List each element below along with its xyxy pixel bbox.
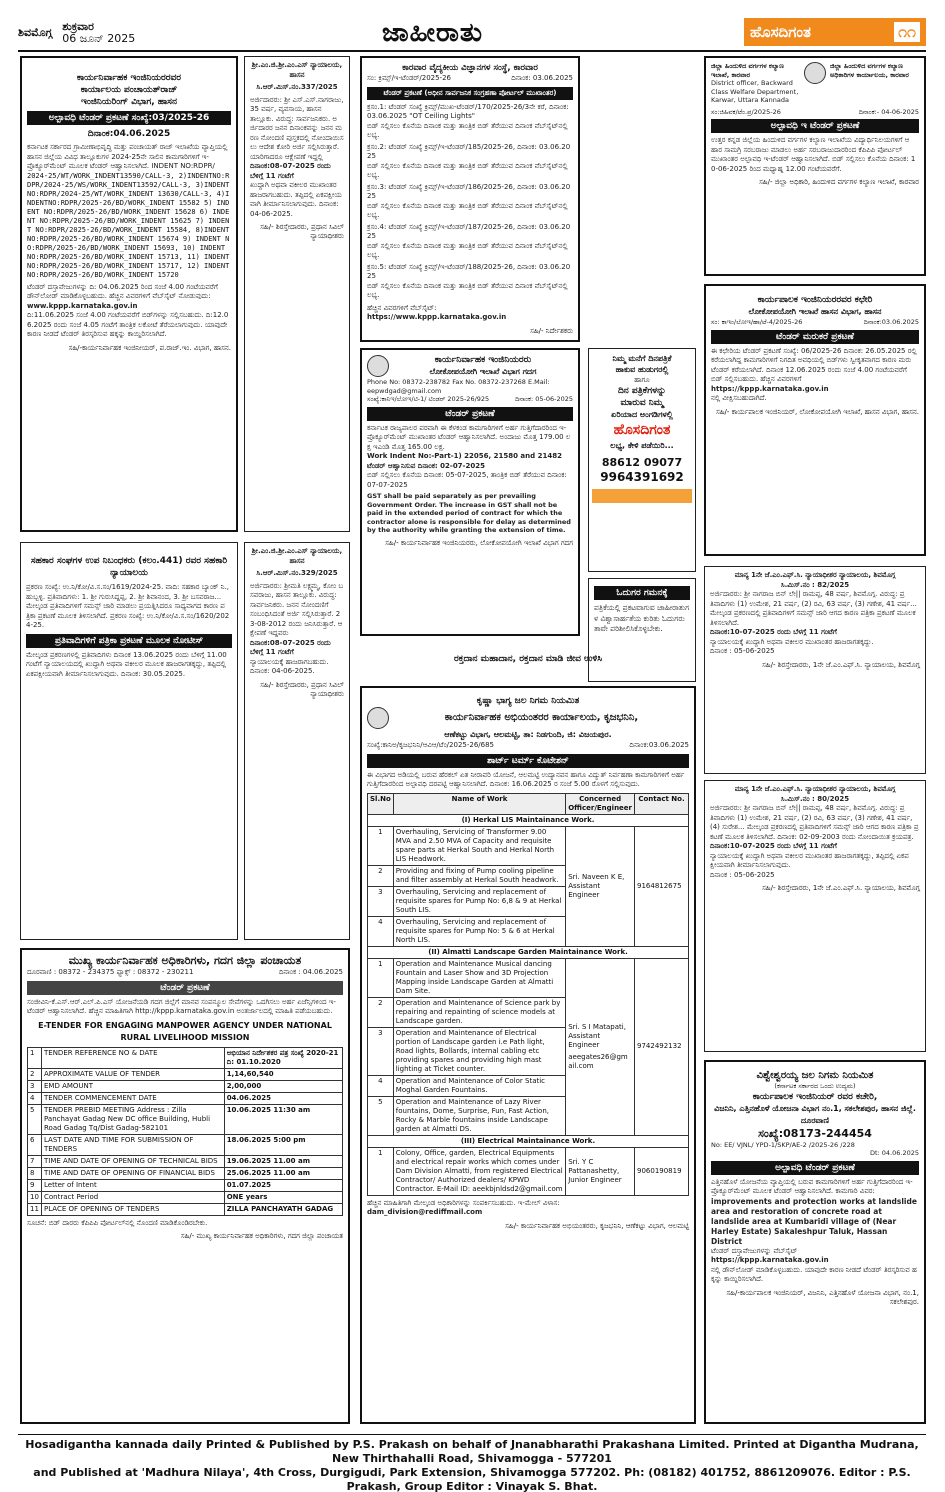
court-name: ಮಾನ್ಯ 1ನೇ ಜೆ.ಎಂ.ಎಫ್.ಸಿ. ನ್ಯಾಯಾಧೀಶರ ನ್ಯಾಯಾಲಯ, ಶಿವಮೊಗ್ಗ xyxy=(734,571,896,579)
officer-email: aeegates26@gmail.com xyxy=(568,1052,628,1070)
notice-band: ಪ್ರತಿವಾದಿಗಳಿಗೆ ಪತ್ರಿಕಾ ಪ್ರಕಟಣೆ ಮೂಲಕ ನೋಟೀಸ್ xyxy=(26,634,232,648)
ad-line7: ಲಭ್ಯ, ಕೇಳಿ ಪಡೆಯಿರಿ... xyxy=(610,441,674,450)
officer-name: Sri. Naveen K E, Assistant Engineer xyxy=(568,872,625,899)
notice-pre-hassan: ಕಾರ್ಯನಿರ್ವಾಹಕ ಇಂಜಿನಿಯರರವರ ಕಾರ್ಯಾಲಯ ಪಂಚಾಯತ್‌ರಾಜ್ ಇಂಜಿನಿಯರಿಂಗ್ ವಿಭಾಗ, ಹಾಸನ ಅಲ್ಪಾವಧಿ ಟೆಂಡರ್ ಪ್ರಕಟಣೆ ಸಂಖ್ಯೆ:03/2025-26 ದಿನಾಂಕ:04.06.2025 ಕರ್ನಾಟಕ ಸರ್ಕಾರದ ಗ್ರಾಮೀಣಾಭಿವೃದ್ಧಿ ಮತ್ತು ಪಂಚಾಯತ್ ರಾಜ್ ಇಲಾಖೆಯ ವ್ಯಾಪ್ತಿಯಲ್ಲಿ ಹಾಸನ ಜಿಲ್ಲೆಯ ವಿವಿಧ ತಾಲ್ಲೂಕುಗಳ 2024-25ನೇ ಸಾಲಿನ ಕಾಮಗಾರಿಗಳಿಗೆ ಇ-ಪ್ರೊಕ್ಯೂರ್‌ಮೆಂಟ್ ಮೂಲಕ ಟೆಂಡರ್ ಆಹ್ವಾನಿಸಲಾಗಿದೆ. INDENT NO:RDPR/ 2024-25/WT/WORK_INDENT13590/CALL-3, 2)INDENTNO:RDPR/2024-25/WS/WORK_INDENT13592/CALL-3, 3)INDENTNO:RDPR/2024-25/WT/WORK_INDENT 13630/CALL-3, 4)INDENTNO:RDPR/2025-26/BD/WORK_INDENT 15582 5) INDENT NO:RDPR/2025-26/BD/WORK_INDENT 15628 6) INDENT NO:RDPR/2025-26/BD/WORK_INDENT 15625 7) INDENT NO:RDPR/2025-26/BD/WORK_INDENT 15584, 8)INDENT NO:RDPR/2025-26/BD/WORK_INDENT 15674 9) INDENT NO:RDPR/2025-26/BD/WORK_INDENT 15693, 10) INDENT NO:RDPR/2025-26/BD/WORK_INDENT 15713, 11) INDENT NO:RDPR/2025-26/BD/WORK_INDENT 15717, 12) INDENT NO:RDPR/2025-26/BD/WORK_INDENT 15720 ಟೆಂಡರ್ ದಸ್ತಾವೇಜುಗಳನ್ನು ದಿ: 04.06.2025 ರಿಂದ ಸಂಜೆ 4.00 ಗಂಟೆಯವರೆಗೆ ಡೌನ್‌ಲೋಡ್ ಮಾಡಿಕೊಳ್ಳಬಹುದು. ಹೆಚ್ಚಿನ ವಿವರಗಳಿಗೆ ವೆಬ್‌ಸೈಟ್ ನೋಡುವುದು: www.kppp.karnataka.gov.in ದಿ:11.06.2025 ಸಂಜೆ 4.00 ಗಂಟೆಯವರೆಗೆ ಬಿಡ್‌ಗಳನ್ನು ಸಲ್ಲಿಸಬಹುದು. ದಿ:12.06.2025 ರಂದು ಸಂಜೆ 4.05 ಗಂಟೆಗೆ ತಾಂತ್ರಿಕ ಲಕೋಟೆ ತೆರೆಯಲಾಗುವುದು. ಯಾವುದೇ ಕಾರಣ ನೀಡದೆ ಟೆಂಡರ್ ತಿರಸ್ಕರಿಸುವ ಹಕ್ಕನ್ನು ಕಾಯ್ದಿರಿಸಲಾಗಿದೆ. ಸಹಿ/-ಕಾರ್ಯನಿರ್ವಾಹಕ ಇಂಜಿನೀಯರ್, ಪ.ರಾಜ್.ಇಂ. ವಿಭಾಗ, ಹಾಸನ. xyxy=(20,56,238,532)
row-value: 19.06.2025 11.00 am xyxy=(224,1155,342,1167)
masthead-date: 06 ಜೂನ್ 2025 xyxy=(62,32,136,45)
notice-ref: ಸಂ:ಜಿಹಿವಕ/ಟೆಂ.ಪ್ರ/2025-26 xyxy=(711,107,781,116)
notice-dated: ದಿನಾಂಕ : 05-06-2025 xyxy=(710,870,775,879)
notice-court-hassan-a: ಶ್ರೀ.ಎಂ.ಜಿ.ಶ್ರೀ.ಎಂ.ಎಸ್ ನ್ಯಾಯಾಲಯ, ಹಾಸನ ಸಿ.ಆರ್.ಮಿಸ್.ನಂ.337/2025 ಅರ್ಜಿದಾರರು: ಶ್ರೀ ಎಸ್.ಎಸ್.ನಾಗರಾಜು, 35 ವರ್ಷ, ವ್ಯವಸಾಯ, ಹಾಸನ ತಾಲ್ಲೂಕು. ವಿರುದ್ಧ: ಸಾರ್ವಜನಿಕರು. ಅರ್ಜಿದಾರರ ಜನನ ದಿನಾಂಕವನ್ನು ಜನನ ಮರಣ ನೋಂದಣಿ ಪುಸ್ತಕದಲ್ಲಿ ನೋಂದಾಯಿಸಲು ಆದೇಶ ಕೋರಿ ಅರ್ಜಿ ಸಲ್ಲಿಸಿರುತ್ತಾರೆ. ಯಾರಿಗಾದರೂ ಆಕ್ಷೇಪಣೆ ಇದ್ದಲ್ಲಿ ದಿನಾಂಕ:08-07-2025 ರಂದು ಬೆಳಿಗ್ಗೆ 11 ಗಂಟೆಗೆ ಖುದ್ದಾಗಿ ಅಥವಾ ವಕೀಲರ ಮುಖಾಂತರ ಹಾಜರಾಗಬಹುದು. ತಪ್ಪಿದಲ್ಲಿ ಏಕಪಕ್ಷೀಯವಾಗಿ ತೀರ್ಮಾನಿಸಲಾಗುವುದು. ದಿನಾಂಕ: 04-06-2025. ಸಹಿ/- ಶಿರಸ್ತೇದಾರರು, ಪ್ರಧಾನ ಸಿವಿಲ್ ನ್ಯಾಯಾಧೀಶರು xyxy=(244,56,350,532)
col-slno: Sl.No xyxy=(368,793,394,814)
tender-items-list: ಕ್ರಸಂ.1: ಟೆಂಡರ್ ಸಂಖ್ಯೆ ಕ್ರಿಮ್ಸ್/ಮುಖ-ಟೆಂಡರ್/170/2025-26/3ನೇ ಕರೆ, ದಿನಾಂಕ: 03.06.2025 "OT Ceiling Lights" ಬಿಡ್ ಸಲ್ಲಿಸಲು ಕೊನೆಯ ದಿನಾಂಕ ಮತ್ತು ತಾಂತ್ರಿಕ ಬಿಡ್ ತೆರೆಯುವ ದಿನಾಂಕ ವೆಬ್‌ಸೈಟ್‌ನಲ್ಲಿ ಲಭ್ಯ. ಕ್ರಸಂ.2: ಟೆಂಡರ್ ಸಂಖ್ಯೆ ಕ್ರಿಮ್ಸ್/ಇ-ಟೆಂಡರ್/185/2025-26, ದಿನಾಂಕ: 03.06.2025 ಬಿಡ್ ಸಲ್ಲಿಸಲು ಕೊನೆಯ ದಿನಾಂಕ ಮತ್ತು ತಾಂತ್ರಿಕ ಬಿಡ್ ತೆರೆಯುವ ದಿನಾಂಕ ವೆಬ್‌ಸೈಟ್‌ನಲ್ಲಿ ಲಭ್ಯ. ಕ್ರಸಂ.3: ಟೆಂಡರ್ ಸಂಖ್ಯೆ ಕ್ರಿಮ್ಸ್/ಇ-ಟೆಂಡರ್/186/2025-26, ದಿನಾಂಕ: 03.06.2025 ಬಿಡ್ ಸಲ್ಲಿಸಲು ಕೊನೆಯ ದಿನಾಂಕ ಮತ್ತು ತಾಂತ್ರಿಕ ಬಿಡ್ ತೆರೆಯುವ ದಿನಾಂಕ ವೆಬ್‌ಸೈಟ್‌ನಲ್ಲಿ ಲಭ್ಯ. ಕ್ರಸಂ.4: ಟೆಂಡರ್ ಸಂಖ್ಯೆ ಕ್ರಿಮ್ಸ್/ಇ-ಟೆಂಡರ್/187/2025-26, ದಿನಾಂಕ: 03.06.2025 ಬಿಡ್ ಸಲ್ಲಿಸಲು ಕೊನೆಯ ದಿನಾಂಕ ಮತ್ತು ತಾಂತ್ರಿಕ ಬಿಡ್ ತೆರೆಯುವ ದಿನಾಂಕ ವೆಬ್‌ಸೈಟ್‌ನಲ್ಲಿ ಲಭ್ಯ. ಕ್ರಸಂ.5: ಟೆಂಡರ್ ಸಂಖ್ಯೆ ಕ್ರಿಮ್ಸ್/ಇ-ಟೆಂಡರ್/188/2025-26, ದಿನಾಂಕ: 03.06.2025 ಬಿಡ್ ಸಲ್ಲಿಸಲು ಕೊನೆಯ ದಿನಾಂಕ ಮತ್ತು ತಾಂತ್ರಿಕ ಬಿಡ್ ತೆರೆಯುವ ದಿನಾಂಕ ವೆಬ್‌ಸೈಟ್‌ನಲ್ಲಿ ಲಭ್ಯ. xyxy=(367,103,573,301)
notice-phone: ಸಂಖ್ಯೆ:08173-244454 xyxy=(758,1126,872,1140)
notice-subtitle: ವಿಜನಿನಿ, ಎತ್ತಿನಹೊಳೆ ಯೋಜನಾ ವಿಭಾಗ ನಂ.1, ಸಕಲೇಶಪುರ, ಹಾಸನ ಜಿಲ್ಲೆ. ದೂರವಾಣಿ xyxy=(714,1103,916,1125)
notice-title: ಕಾರ್ಯಪಾಲಕ ಇಂಜಿನಿಯರ್ ರವರ ಕಚೇರಿ, xyxy=(752,1091,878,1102)
indent-list: 2024-25/WT/WORK_INDENT13590/CALL-3, 2)INDENTNO:RDPR/2024-25/WS/WORK_INDENT13592/CALL-3, 3)INDENTNO:RDPR/2024-25/WT/WORK_INDENT 13630/CALL-3, 4)INDENTNO:RDPR/2025-26/BD/WORK_INDENT 15582 5) INDENT NO:RDPR/2025-26/BD/WORK_INDENT 15628 6) INDENT NO:RDPR/2025-26/BD/WORK_INDENT 15625 7) INDENT NO:RDPR/2025-26/BD/WORK_INDENT 15584, 8)INDENT NO:RDPR/2025-26/BD/WORK_INDENT 15674 9) INDENT NO:RDPR/2025-26/BD/WORK_INDENT 15693, 10) INDENT NO:RDPR/2025-26/BD/WORK_INDENT 15713, 11) INDENT NO:RDPR/2025-26/BD/WORK_INDENT 15717, 12) INDENT NO:RDPR/2025-26/BD/WORK_INDENT 15720 xyxy=(27,171,230,279)
case-number: ಸಿ.ಆರ್.ಮಿಸ್.ನಂ.337/2025 xyxy=(256,83,338,91)
notice-court-hassan-b: ಶ್ರೀ.ಎಂ.ಜಿ.ಶ್ರೀ.ಎಂ.ಎಸ್ ನ್ಯಾಯಾಲಯ, ಹಾಸನ ಸಿ.ಆರ್.ಮಿಸ್.ನಂ.329/2025 ಅರ್ಜಿದಾರರು: ಶ್ರೀಮತಿ ಲಕ್ಷ್ಮಮ್ಮ, ಕೋಂ ಬಸವರಾಜು, ಹಾಸನ ತಾಲ್ಲೂಕು. ವಿರುದ್ಧ: ಸಾರ್ವಜನಿಕರು. ಜನನ ನೋಂದಣಿಗೆ ಸಂಬಂಧಿಸಿದಂತೆ ಅರ್ಜಿ ಸಲ್ಲಿಸಿರುತ್ತಾರೆ. 23-08-2012 ರಂದು ಜನಿಸಿರುತ್ತಾರೆ. ಆಕ್ಷೇಪಣೆ ಇದ್ದವರು ದಿನಾಂಕ:08-07-2025 ರಂದು ಬೆಳಿಗ್ಗೆ 11 ಗಂಟೆಗೆ ನ್ಯಾಯಾಲಯಕ್ಕೆ ಹಾಜರಾಗಬಹುದು. ದಿನಾಂಕ: 04-06-2025. ಸಹಿ/- ಶಿರಸ್ತೇದಾರರು, ಪ್ರಧಾನ ಸಿವಿಲ್ ನ್ಯಾಯಾಧೀಶರು xyxy=(244,542,350,940)
row-number: 3 xyxy=(368,1027,394,1075)
officer-name: Sri. Y C Pattanashetty, Junior Engineer xyxy=(568,1157,622,1184)
row-number: 1 xyxy=(368,826,394,865)
row-key: Letter of Intent xyxy=(42,1179,225,1191)
row-value: 25.06.2025 11.00 am xyxy=(224,1167,342,1179)
row-key: Contract Period xyxy=(42,1191,225,1203)
notice-pwd-hassan: ಕಾರ್ಯಪಾಲಕ ಇಂಜಿನಿಯರರವರ ಕಛೇರಿ ಲೋಕೋಪಯೋಗಿ ಇಲಾಖೆ ಹಾಸನ ವಿಭಾಗ, ಹಾಸನ ಸಂ: ಕಾಇಂ/ಲೋಇ/ಹಾ/ಟೆ-4/2025-26 ದಿನಾಂಕ:03.06.2025 ಟೆಂಡರ್ ಮರುಕರೆ ಪ್ರಕಟಣೆ ಈ ಕಛೇರಿಯ ಟೆಂಡರ್ ಪ್ರಕಟಣೆ ಸಂಖ್ಯೆ: 06/2025-26 ದಿನಾಂಕ: 26.05.2025 ರಲ್ಲಿ ಕರೆಯಲಾಗಿದ್ದ ಕಾಮಗಾರಿಗಳಿಗೆ ನಿಗದಿತ ಅವಧಿಯಲ್ಲಿ ಬಿಡ್‌ಗಳು ಸ್ವೀಕೃತವಾಗದ ಕಾರಣ ಮರು ಟೆಂಡರ್ ಕರೆಯಲಾಗಿದೆ. ದಿನಾಂಕ 12.06.2025 ರಂದು ಸಂಜೆ 4.00 ಗಂಟೆಯವರೆಗೆ ಬಿಡ್ ಸಲ್ಲಿಸಬಹುದು. ಹೆಚ್ಚಿನ ವಿವರಗಳಿಗೆ https://kppp.karnataka.gov.in ನಲ್ಲಿ ವೀಕ್ಷಿಸಬಹುದಾಗಿದೆ. ಸಹಿ/- ಕಾರ್ಯಪಾಲಕ ಇಂಜಿನಿಯರ್, ಲೋಕೋಪಯೋಗಿ ಇಲಾಖೆ, ಹಾಸನ ವಿಭಾಗ, ಹಾಸನ. xyxy=(704,284,926,556)
notice-band: ಟೆಂಡರ್ ಪ್ರಕಟಣೆ xyxy=(367,407,573,421)
notice-band: ಶಾರ್ಟ್ ಟರ್ಮ್ ಕೊಟೇಶನ್ xyxy=(367,754,689,768)
notice-date: ದಿನಾಂಕ:03.06.2025 xyxy=(629,741,689,749)
dept-kannada: ಜಿಲ್ಲಾ ಹಿಂದುಳಿದ ವರ್ಗಗಳ ಕಲ್ಯಾಣ ಇಲಾಖೆ, ಕಾರವಾರ xyxy=(711,62,784,79)
notice-url: https://kppp.karnataka.gov.in xyxy=(711,1256,829,1264)
quotation-table xyxy=(367,793,689,1196)
notice-band: ಅಲ್ಪಾವಧಿ ಇ ಟೆಂಡರ್ ಪ್ರಕಟಣೆ xyxy=(711,119,919,133)
footer-rule xyxy=(18,1434,926,1435)
row-number: 3 xyxy=(28,1080,42,1092)
row-work: Operation and Maintenance of Color Static Moghal Garden Fountains. xyxy=(393,1075,565,1096)
hearing-date: ದಿನಾಂಕ:08-07-2025 ರಂದು ಬೆಳಿಗ್ಗೆ 11 ಗಂಟೆಗೆ xyxy=(250,162,331,180)
row-value: 2,00,000 xyxy=(224,1080,342,1092)
notice-signature: ಸಹಿ/- ಜಿಲ್ಲಾ ಅಧಿಕಾರಿ, ಹಿಂದುಳಿದ ವರ್ಗಗಳ ಕಲ್ಯಾಣ ಇಲಾಖೆ, ಕಾರವಾರ xyxy=(759,178,919,186)
table-row xyxy=(28,1203,343,1215)
row-work: Overhauling, Servicing of Transformer 9.00 MVA and 2.50 MVA of Capacity and requisite spare parts at Herkal South and Herkal North LIS Headwork. xyxy=(393,826,565,865)
row-number: 11 xyxy=(28,1203,42,1215)
tender-dates: ಟೆಂಡರ್ ಆಹ್ವಾನಿಸುವ ದಿನಾಂಕ: 02-07-2025 xyxy=(367,461,485,470)
col-work: Name of Work xyxy=(393,793,565,814)
case-number: ಸಿ.ಮಿಸ್.ನಂ : 82/2025 xyxy=(780,580,850,589)
notice-org: ವಿಶ್ವೇಶ್ವರಯ್ಯ ಜಲ ನಿಗಮ ನಿಯಮಿತ xyxy=(756,1070,874,1081)
row-officer xyxy=(566,958,635,1135)
notice-jmfc-shivamogga-82: ಮಾನ್ಯ 1ನೇ ಜೆ.ಎಂ.ಎಫ್.ಸಿ. ನ್ಯಾಯಾಧೀಶರ ನ್ಯಾಯಾಲಯ, ಶಿವಮೊಗ್ಗ ಸಿ.ಮಿಸ್.ನಂ : 82/2025 ಅರ್ಜಿದಾರರು: ಶ್ರೀ ನಾಗರಾಜ ಬಿನ್ ಲೇ|| ರಾಮಪ್ಪ, 48 ವರ್ಷ, ಶಿವಮೊಗ್ಗ. ವಿರುದ್ಧ: ಪ್ರತಿವಾದಿಗಳು (1) ಉಮೇಶ, 21 ವರ್ಷ, (2) ರವಿ, 63 ವರ್ಷ, (3) ಗಣೇಶ, 41 ವರ್ಷ... ಮೇಲ್ಕಂಡ ಪ್ರಕರಣದಲ್ಲಿ ಪ್ರತಿವಾದಿಗಳಿಗೆ ಸಮನ್ಸ್ ಜಾರಿ ಆಗದ ಕಾರಣ ಪತ್ರಿಕಾ ಪ್ರಕಟಣೆ ಮೂಲಕ ತಿಳಿಸಲಾಗಿದೆ. ದಿನಾಂಕ:10-07-2025 ರಂದು ಬೆಳಗ್ಗೆ 11 ಗಂಟೆಗೆ ನ್ಯಾಯಾಲಯಕ್ಕೆ ಖುದ್ದಾಗಿ ಅಥವಾ ವಕೀಲರ ಮುಖಾಂತರ ಹಾಜರಾಗತಕ್ಕದ್ದು. ದಿನಾಂಕ : 05-06-2025 ಸಹಿ/- ಶಿರಸ್ತೇದಾರರು, 1ನೇ ಜೆ.ಎಂ.ಎಫ್.ಸಿ. ನ್ಯಾಯಾಲಯ, ಶಿವಮೊಗ್ಗ xyxy=(704,566,926,774)
table-row xyxy=(28,1134,343,1155)
section-heading: (I) Herkal LIS Maintainance Work. xyxy=(368,814,689,826)
row-number: 2 xyxy=(368,865,394,886)
row-number: 2 xyxy=(28,1068,42,1080)
row-key: TIME AND DATE OF OPENING OF FINANCIAL BIDS xyxy=(42,1167,225,1179)
notice-email: dam_division@rediffmail.com xyxy=(367,1208,483,1216)
ad-body: ಪತ್ರಿಕೆಯಲ್ಲಿ ಪ್ರಕಟವಾಗುವ ಜಾಹೀರಾತುಗಳ ವಿಶ್ವಾಸಾರ್ಹತೆಯ ಕುರಿತು ಓದುಗರು ತಾವೇ ಪರಿಶೀಲಿಸಿಕೊಳ್ಳಬೇಕು. xyxy=(594,603,690,633)
notice-title: ಸಹಕಾರ ಸಂಘಗಳ ಉಪ ನಿಬಂಧಕರು (ಕಲಂ.441) ರವರ ಸಹಕಾರಿ ನ್ಯಾಯಾಲಯ xyxy=(30,556,228,578)
row-key: TENDER COMMENCEMENT DATE xyxy=(42,1092,225,1104)
section-heading: (III) Electrical Maintainance Work. xyxy=(368,1135,689,1147)
notice-ref: No: EE/ VJNL/ YPD-1/SKP/AE-2 /2025-26 /228 xyxy=(711,1140,855,1149)
row-contact: 9164812675 xyxy=(635,826,689,946)
notice-vjnl-sakleshpur: ವಿಶ್ವೇಶ್ವರಯ್ಯ ಜಲ ನಿಗಮ ನಿಯಮಿತ (ಕರ್ನಾಟಕ ಸರ್ಕಾರದ ಒಂದು ಉದ್ಯಮ) ಕಾರ್ಯಪಾಲಕ ಇಂಜಿನಿಯರ್ ರವರ ಕಚೇರಿ, ವಿಜನಿನಿ, ಎತ್ತಿನಹೊಳೆ ಯೋಜನಾ ವಿಭಾಗ ನಂ.1, ಸಕಲೇಶಪುರ, ಹಾಸನ ಜಿಲ್ಲೆ. ದೂರವಾಣಿ ಸಂಖ್ಯೆ:08173-244454 No: EE/ VJNL/ YPD-1/SKP/AE-2 /2025-26 /228 Dt: 04.06.2025 ಅಲ್ಪಾವಧಿ ಟೆಂಡರ್ ಪ್ರಕಟಣೆ ಎತ್ತಿನಹೊಳೆ ಯೋಜನೆಯ ವ್ಯಾಪ್ತಿಯಲ್ಲಿ ಬರುವ ಕಾಮಗಾರಿಗಳಿಗೆ ಅರ್ಹ ಗುತ್ತಿಗೆದಾರರಿಂದ ಇ-ಪ್ರೊಕ್ಯೂರ್‌ಮೆಂಟ್ ಮೂಲಕ ಟೆಂಡರ್ ಆಹ್ವಾನಿಸಲಾಗಿದೆ. ಕಾಮಗಾರಿ ವಿವರ: improvements and protection works at landslide area and restoration of concrete road at landslide area at Kumbaridi village of (Near Harley Estate) Sakaleshpur Taluk, Hassan District ಟೆಂಡರ್ ದಸ್ತಾವೇಜುಗಳನ್ನು ವೆಬ್‌ಸೈಟ್ https://kppp.karnataka.gov.in ನಲ್ಲಿ ಡೌನ್‌ಲೋಡ್ ಮಾಡಿಕೊಳ್ಳಬಹುದು. ಯಾವುದೇ ಕಾರಣ ನೀಡದೆ ಟೆಂಡರ್ ತಿರಸ್ಕರಿಸುವ ಹಕ್ಕನ್ನು ಕಾಯ್ದಿರಿಸಲಾಗಿದೆ. ಸಹಿ/-ಕಾರ್ಯಪಾಲಕ ಇಂಜಿನಿಯರ್, ವಿಜನಿನಿ, ಎತ್ತಿನಹೊಳೆ ಯೋಜನಾ ವಿಭಾಗ, ನಂ.1, ಸಕಲೇಶಪುರ. xyxy=(704,1060,926,1424)
row-number: 3 xyxy=(368,886,394,916)
notice-dept-line2: ಕಾರ್ಯಾಲಯ ಪಂಚಾಯತ್‌ರಾಜ್ xyxy=(80,85,178,95)
row-number: 4 xyxy=(368,1075,394,1096)
notice-date: ದಿನಾಂಕ : 04.06.2025 xyxy=(278,968,343,976)
row-work: Overhauling, Servicing and replacement of requisite spares for Pump No: 6,8 & 9 at Herkal South LIS. xyxy=(393,886,565,916)
notice-signature: ಸಹಿ/-ಕಾರ್ಯಪಾಲಕ ಇಂಜಿನಿಯರ್, ವಿಜನಿನಿ, ಎತ್ತಿನಹೊಳೆ ಯೋಜನಾ ವಿಭಾಗ, ನಂ.1, ಸಕಲೇಶಪುರ. xyxy=(726,1288,919,1306)
notice-kbjnl-almatti: ಕೃಷ್ಣಾ ಭಾಗ್ಯ ಜಲ ನಿಗಮ ನಿಯಮಿತ ಕಾರ್ಯನಿರ್ವಾಹಕ ಅಭಿಯಂತರರ ಕಾರ್ಯಾಲಯ, ಕೃಜಭನಿನಿ, ಆಣೆಕಟ್ಟು ವಿಭಾಗ, ಆಲಮಟ್ಟಿ, ತಾ: ನಿಡಗುಂದಿ, ಜಿ: ವಿಜಯಪುರ. ಸಂಖ್ಯೆ:ಕಾನಿಅ/ಕೃಜಭನಿನಿ/ಆವಿಆ/ಟೆಂ/2025-26/685 ದಿನಾಂಕ:03.06.2025 ಶಾರ್ಟ್ ಟರ್ಮ್ ಕೊಟೇಶನ್ ಈ ವಿಭಾಗದ ಅಡಿಯಲ್ಲಿ ಬರುವ ಹೆರಕಲ್ ಏತ ನೀರಾವರಿ ಯೋಜನೆ, ಆಲಮಟ್ಟಿ ಉದ್ಯಾನವನ ಹಾಗೂ ವಿದ್ಯುತ್ ನಿರ್ವಹಣಾ ಕಾಮಗಾರಿಗಳಿಗೆ ಅರ್ಹ ಗುತ್ತಿಗೆದಾರರಿಂದ ಅಲ್ಪಾವಧಿ ದರಪಟ್ಟಿ ಆಹ್ವಾನಿಸಲಾಗಿದೆ. ದಿನಾಂಕ: 16.06.2025 ರ ಸಂಜೆ 5.00 ರೊಳಗೆ ಸಲ್ಲಿಸುವುದು. Sl.No Name of Work Concerned Officer/Engineer Contact No. (I) Herkal LIS Maintainance Work. 1 Overhauling, Servicing of Transformer 9.00 MVA and 2.50 MVA of Capacity and requisite spare parts at Herkal South and Herkal North LIS Headwork. Sri. Naveen K E, Assistant Engineer 9164812675 2 Providing and fixing of Pump cooling pipeline and filter assembly at Herkal South headwork. 3 Overhauling, Servicing and replacement of requisite spares for Pump No: 6,8 & 9 at Herkal South LIS. 4 Overhauling, Servicing and replacement of requisite spares for Pump No: 5 & 6 at Herkal North LIS. (II) Almatti Landscape Garden Maintainance Work. 1 Operation and Maintenance Musical dancing Fountain and Laser Show and 3D Projection Mapping inside Landscape Garden at Almatti Dam Site. Sri. S I Matapati, Assistant Engineer aeegates26@gmail.com 9742492132 2 Operation and Maintenance of Science park by repairing and repainting of science models at Landscape garden. 3 Operation and Maintenance of Electrical portion of Landscape garden i.e Path light, Road lights, Bollards, internal cabling etc providing spares and providing high mast lighting at Ticket counter. 4 Operation and Maintenance of Color Static Moghal Garden Fountains. 5 Operation and Maintenance of Lazy River fountains, Dome, Surprise, Fun, Fast Action, Rocky & Marble fountains inside Landscape garden at Almatti DS. (III) Electrical Maintainance Work. 1 Colony, Office, garden, Electrical Equipments and electrical repair works which comes under Dam Division Almatti, from registered Electrical Contractor/ Authorized dealers/ KPWD Contractor. E-Mail ID: aeekbjnldsd2@gmail.com Sri. Y C Pattanashetty, Junior Engineer 9060190819 ಹೆಚ್ಚಿನ ಮಾಹಿತಿಗಾಗಿ ಮೇಲ್ಕಂಡ ಅಧಿಕಾರಿಗಳನ್ನು ಸಂಪರ್ಕಿಸಬಹುದು. ಇ-ಮೇಲ್ ವಿಳಾಸ: dam_division@rediffmail.com ಸಹಿ/- ಕಾರ್ಯನಿರ್ವಾಹಕ ಅಭಿಯಂತರರು, ಕೃಜಭನಿನಿ, ಆಣೆಕಟ್ಟು ವಿಭಾಗ, ಆಲಮಟ್ಟಿ xyxy=(360,686,696,1424)
notice-title: ಕಾರ್ಯನಿರ್ವಾಹಕ ಇಂಜಿನಿಯರರು xyxy=(434,355,532,365)
notice-date: ದಿನಾಂಕ:04.06.2025 xyxy=(87,129,171,139)
row-key: TENDER PREBID MEETING Address : Zilla Panchayat Gadag New DC office Building, Hubli Road Gadag Tq/Dist Gadag-582101 xyxy=(42,1104,225,1134)
table-row xyxy=(28,1080,343,1092)
row-value: 04.06.2025 xyxy=(224,1092,342,1104)
row-value: ZILLA PANCHAYATH GADAG xyxy=(224,1203,342,1215)
page-number: ೧೧ xyxy=(894,22,920,42)
section-heading: (II) Almatti Landscape Garden Maintainance Work. xyxy=(368,946,689,958)
row-number: 10 xyxy=(28,1191,42,1203)
govt-emblem-icon xyxy=(367,355,389,377)
notice-gadag-zp: ಮುಖ್ಯ ಕಾರ್ಯನಿರ್ವಾಹಕ ಅಧಿಕಾರಿಗಳು, ಗದಗ ಜಿಲ್ಲಾ ಪಂಚಾಯತ ದೂರವಾಣಿ : 08372 - 234375 ಫ್ಯಾಕ್ಸ್ : 08372 - 230211 ದಿನಾಂಕ : 04.06.2025 ಟೆಂಡರ್ ಪ್ರಕಟಣೆ ಸಂಜೀವಿನಿ-ಕೆ.ಎಸ್.ಆರ್.ಎಲ್.ಪಿ.ಎಸ್ ಯೋಜನೆಯಡಿ ಗದಗ ಜಿಲ್ಲೆಗೆ ಮಾನವ ಸಂಪನ್ಮೂಲ ಸೇವೆಗಳನ್ನು ಒದಗಿಸಲು ಅರ್ಹ ಏಜೆನ್ಸಿಗಳಿಂದ ಇ-ಟೆಂಡರ್ ಆಹ್ವಾನಿಸಲಾಗಿದೆ. ಹೆಚ್ಚಿನ ಮಾಹಿತಿಗಾಗಿ http://kppp.karnataka.gov.in ಅಂತರ್ಜಾಲದಲ್ಲಿ ಮಾಹಿತಿ ಪಡೆಯಬಹುದು. E-TENDER FOR ENGAGING MANPOWER AGENCY UNDER NATIONAL RURAL LIVELIHOOD MISSION 1 TENDER REFERENCE NO & DATE ಅಭಿಯಾನ ನಿರ್ದೇಶಕರ ಪತ್ರ ಸಂಖ್ಯೆ 2020-21 ದಿ: 01.10.2020 2 APPROXIMATE VALUE OF TENDER 1,14,60,540 3 EMD AMOUNT 2,00,000 4 TENDER COMMENCEMENT DATE 04.06.2025 5 TENDER PREBID MEETING Address : Zilla Panchayat Gadag New DC office Building, Hubli Road Gadag Tq/Dist Gadag-582101 10.06.2025 11:30 am 6 LAST DATE AND TIME FOR SUBMISSION OF TENDERS 18.06.2025 5:00 pm 7 TIME AND DATE OF OPENING OF TECHNICAL BIDS 19.06.2025 11.00 am 8 TIME AND DATE OF OPENING OF FINANCIAL BIDS 25.06.2025 11.00 am 9 Letter of Intent 01.07.2025 10 Contract Period ONE years 11 PLACE OF OPENING OF TENDERS ZILLA PANCHAYATH GADAG ಸೂಚನೆ: ಬಿಡ್ ದಾರರು ಕೆಪಿಪಿಪಿ ಪೋರ್ಟಲ್‌ನಲ್ಲಿ ನೊಂದಣಿ ಮಾಡಿಕೊಂಡಿರಬೇಕು. ಸಹಿ/- ಮುಖ್ಯ ಕಾರ್ಯನಿರ್ವಾಹಕ ಅಧಿಕಾರಿಗಳು, ಗದಗ ಜಿಲ್ಲಾ ಪಂಚಾಯತ xyxy=(20,948,350,1424)
notice-ref: ಸಂ: ಕಾಇಂ/ಲೋಇ/ಹಾ/ಟೆ-4/2025-26 xyxy=(711,318,803,326)
row-key: APPROXIMATE VALUE OF TENDER xyxy=(42,1068,225,1080)
notice-org: ಕೃಷ್ಣಾ ಭಾಗ್ಯ ಜಲ ನಿಗಮ ನಿಯಮಿತ xyxy=(476,696,580,706)
blood-donation-slogan: ರಕ್ತದಾನ ಮಹಾದಾನ, ರಕ್ತದಾನ ಮಾಡಿ ಜೀವ ಉಳಿಸಿ xyxy=(453,654,603,664)
notice-band: ಟೆಂಡರ್ ಪ್ರಕಟಣೆ (ಅಧೀನ ಸಾರ್ವಜನಿಕ ಸಂಗ್ರಹಣಾ ಪೋರ್ಟಲ್ ಮುಖಾಂತರ) xyxy=(367,87,573,100)
ad-brand: ಹೊಸದಿಗಂತ xyxy=(613,422,671,438)
row-key: LAST DATE AND TIME FOR SUBMISSION OF TENDERS xyxy=(42,1134,225,1155)
notice-signature: ಸಹಿ/- ಶಿರಸ್ತೇದಾರರು, 1ನೇ ಜೆ.ಎಂ.ಎಫ್.ಸಿ. ನ್ಯಾಯಾಲಯ, ಶಿವಮೊಗ್ಗ xyxy=(762,660,920,669)
case-number: ಸಿ.ಮಿಸ್.ನಂ : 80/2025 xyxy=(780,794,850,803)
table-row xyxy=(368,826,689,865)
notice-url: https://kppp.karnataka.gov.in xyxy=(711,384,829,393)
ad-phone2: 9964391692 xyxy=(600,470,684,484)
notice-date: ದಿನಾಂಕ: 03.06.2025 xyxy=(511,74,573,82)
notice-band: ಟೆಂಡರ್ ಪ್ರಕಟಣೆ xyxy=(27,981,343,995)
ad-newspaper-availability xyxy=(588,348,696,572)
imprint-footer xyxy=(18,1438,926,1492)
table-row xyxy=(28,1167,343,1179)
ad-line4: ದಿನ ಪತ್ರಿಕೆಗಳನ್ನು xyxy=(617,386,667,396)
row-work: Operation and Maintenance of Electrical portion of Landscape garden i.e Path light, Road lights, Bollards, internal cabling etc providing spares and providing high mast lighting at Ticket counter. xyxy=(393,1027,565,1075)
row-key: PLACE OF OPENING OF TENDERS xyxy=(42,1203,225,1215)
notice-phone: Phone No: 08372-238782 Fax No. 08372-237268 E.Mail: eepwdgad@gmail.com xyxy=(367,378,550,395)
table-row xyxy=(28,1068,343,1080)
table-row xyxy=(368,1147,689,1195)
col-officer: Concerned Officer/Engineer xyxy=(566,793,635,814)
notice-url: www.kppp.karnataka.gov.in xyxy=(27,301,138,310)
notice-bcw-karwar: ಜಿಲ್ಲಾ ಹಿಂದುಳಿದ ವರ್ಗಗಳ ಕಲ್ಯಾಣ ಇಲಾಖೆ, ಕಾರವಾರ District officer, Backward Class Welfare Department, Karwar, Uttara Kannada ಜಿಲ್ಲಾ ಹಿಂದುಳಿದ ವರ್ಗಗಳ ಕಲ್ಯಾಣ ಅಧಿಕಾರಿಗಳ ಕಾರ್ಯಾಲಯ, ಕಾರವಾರ ಸಂ:ಜಿಹಿವಕ/ಟೆಂ.ಪ್ರ/2025-26 ದಿನಾಂಕ:- 04-06-2025 ಅಲ್ಪಾವಧಿ ಇ ಟೆಂಡರ್ ಪ್ರಕಟಣೆ ಉತ್ತರ ಕನ್ನಡ ಜಿಲ್ಲೆಯ ಹಿಂದುಳಿದ ವರ್ಗಗಳ ಕಲ್ಯಾಣ ಇಲಾಖೆಯ ವಿದ್ಯಾರ್ಥಿನಿಲಯಗಳಿಗೆ ಆಹಾರ ಸಾಮಗ್ರಿ ಸರಬರಾಜು ಮಾಡಲು ಅರ್ಹ ಸರಬರಾಜುದಾರರಿಂದ ಕೆಪಿಪಿಪಿ ಪೋರ್ಟಲ್ ಮುಖಾಂತರ ಅಲ್ಪಾವಧಿ ಇ-ಟೆಂಡರ್ ಆಹ್ವಾನಿಸಲಾಗಿದೆ. ಬಿಡ್ ಸಲ್ಲಿಸಲು ಕೊನೆಯ ದಿನಾಂಕ: 10-06-2025 ರಿಂದ ಮಧ್ಯಾಹ್ನ 12.00 ಗಂಟೆಯವರೆಗೆ. ಸಹಿ/- ಜಿಲ್ಲಾ ಅಧಿಕಾರಿ, ಹಿಂದುಳಿದ ವರ್ಗಗಳ ಕಲ್ಯಾಣ ಇಲಾಖೆ, ಕಾರವಾರ xyxy=(704,56,926,276)
notice-band: ಅಲ್ಪಾವಧಿ ಟೆಂಡರ್ ಪ್ರಕಟಣೆ xyxy=(711,1161,919,1175)
tender-schedule-table xyxy=(27,1047,343,1216)
list-item: ಕ್ರಸಂ.4: ಟೆಂಡರ್ ಸಂಖ್ಯೆ ಕ್ರಿಮ್ಸ್/ಇ-ಟೆಂಡರ್/187/2025-26, ದಿನಾಂಕ: 03.06.2025 xyxy=(367,222,571,240)
hearing-date: ದಿನಾಂಕ:08-07-2025 ರಂದು ಬೆಳಿಗ್ಗೆ 11 ಗಂಟೆಗೆ xyxy=(250,638,331,656)
notice-signature: ಸಹಿ/- ನಿರ್ದೇಶಕರು xyxy=(530,326,573,335)
notice-dept-line1: ಕಾರ್ಯನಿರ್ವಾಹಕ ಇಂಜಿನಿಯರರವರ xyxy=(76,73,182,83)
row-work: Providing and fixing of Pump cooling pipeline and filter assembly at Herkal South headwork. xyxy=(393,865,565,886)
row-number: 1 xyxy=(368,1147,394,1195)
notice-phone: ದೂರವಾಣಿ : 08372 - 234375 ಫ್ಯಾಕ್ಸ್ : 08372 - 230211 xyxy=(27,968,194,976)
hearing-date: ದಿನಾಂಕ:10-07-2025 ರಂದು ಬೆಳಗ್ಗೆ 11 ಗಂಟೆಗೆ xyxy=(710,842,837,850)
brand-name: ಹೊಸದಿಗಂತ xyxy=(750,23,811,41)
table-row xyxy=(28,1047,343,1068)
imprint-line1: Hosadigantha kannada daily Printed & Published by P.S. Prakash on behalf of Jnanabharathi Prakashana Limited. Printed at Digantha Mudrana, New Thirthahalli Road, Shivamogga - 577201 xyxy=(25,1438,919,1465)
work-indent: Work Indent No:-Part-1) 22056, 21580 and 21482 xyxy=(367,452,562,460)
row-key: TIME AND DATE OF OPENING OF TECHNICAL BIDS xyxy=(42,1155,225,1167)
row-number: 8 xyxy=(28,1167,42,1179)
notice-signature: ಸಹಿ/- ಶಿರಸ್ತೇದಾರರು, 1ನೇ ಜೆ.ಎಂ.ಎಫ್.ಸಿ. ನ್ಯಾಯಾಲಯ, ಶಿವಮೊಗ್ಗ xyxy=(762,884,920,892)
list-item: ಕ್ರಸಂ.2: ಟೆಂಡರ್ ಸಂಖ್ಯೆ ಕ್ರಿಮ್ಸ್/ಇ-ಟೆಂಡರ್/185/2025-26, ದಿನಾಂಕ: 03.06.2025 xyxy=(367,142,571,160)
row-number: 9 xyxy=(28,1179,42,1191)
notice-gov: (ಕರ್ನಾಟಕ ಸರ್ಕಾರದ ಒಂದು ಉದ್ಯಮ) xyxy=(774,1082,856,1090)
notice-date: Dt: 04.06.2025 xyxy=(869,1149,919,1157)
ad-line2: ಹಾಕುವ ಹುಡುಗರಲ್ಲಿ xyxy=(615,365,669,374)
row-value: ಅಭಿಯಾನ ನಿರ್ದೇಶಕರ ಪತ್ರ ಸಂಖ್ಯೆ 2020-21 ದಿ: 01.10.2020 xyxy=(224,1047,342,1068)
row-value: ONE years xyxy=(224,1191,342,1203)
row-value: 1,14,60,540 xyxy=(224,1068,342,1080)
notice-signature: ಸಹಿ/- ಶಿರಸ್ತೇದಾರರು, ಪ್ರಧಾನ ಸಿವಿಲ್ ನ್ಯಾಯಾಧೀಶರು xyxy=(260,680,344,698)
row-number: 7 xyxy=(28,1155,42,1167)
ad-title: ಓದುಗರ ಗಮನಕ್ಕೆ xyxy=(594,586,690,600)
row-officer xyxy=(566,826,635,946)
notice-cooperative-court: ಸಹಕಾರ ಸಂಘಗಳ ಉಪ ನಿಬಂಧಕರು (ಕಲಂ.441) ರವರ ಸಹಕಾರಿ ನ್ಯಾಯಾಲಯ ಪ್ರಕರಣ ಸಂಖ್ಯೆ: ಉ.ನಿ/ಕೋ/ವಿ.ಸ.ಸಂ/1619/2024-25. ವಾದಿ: ಸಹಕಾರ ಬ್ಯಾಂಕ್ ನಿ., ಹುಬ್ಬಳ್ಳಿ. ಪ್ರತಿವಾದಿಗಳು: 1. ಶ್ರೀ ಗುರುಸಿದ್ದಪ್ಪ, 2. ಶ್ರೀ ಶಿವಾನಂದ, 3. ಶ್ರೀ ಬಸವರಾಜ... ಮೇಲ್ಕಂಡ ಪ್ರತಿವಾದಿಗಳಿಗೆ ಸಮನ್ಸ್ ಜಾರಿ ಮಾಡಲು ಪ್ರಯತ್ನಿಸಿದರೂ ಸಾಧ್ಯವಾಗದ ಕಾರಣ ಪತ್ರಿಕಾ ಪ್ರಕಟಣೆ ಮೂಲಕ ತಿಳಿಸಲಾಗಿದೆ. ಪ್ರಕರಣ ಸಂಖ್ಯೆ: ಉ.ನಿ/ಕೋ/ವಿ.ಸ.ಸಂ/1620/2024-25. ಪ್ರತಿವಾದಿಗಳಿಗೆ ಪತ್ರಿಕಾ ಪ್ರಕಟಣೆ ಮೂಲಕ ನೋಟೀಸ್ ಮೇಲ್ಕಂಡ ಪ್ರಕರಣಗಳಲ್ಲಿ ಪ್ರತಿವಾದಿಗಳು ದಿನಾಂಕ 13.06.2025 ರಂದು ಬೆಳಿಗ್ಗೆ 11.00 ಗಂಟೆಗೆ ನ್ಯಾಯಾಲಯದಲ್ಲಿ ಖುದ್ದಾಗಿ ಅಥವಾ ವಕೀಲರ ಮೂಲಕ ಹಾಜರಾಗತಕ್ಕದ್ದು, ತಪ್ಪಿದಲ್ಲಿ ಏಕಪಕ್ಷೀಯವಾಗಿ ತೀರ್ಮಾನಿಸಲಾಗುವುದು. ದಿನಾಂಕ: 30.05.2025. xyxy=(20,542,238,940)
row-value: 18.06.2025 5:00 pm xyxy=(224,1134,342,1155)
kbjnl-logo-icon xyxy=(367,707,389,729)
dept-english: District officer, Backward Class Welfare Department, Karwar, Uttara Kannada xyxy=(711,79,799,104)
notice-dept-line3: ಇಂಜಿನಿಯರಿಂಗ್ ವಿಭಾಗ, ಹಾಸನ xyxy=(81,97,177,107)
notice-signature: ಸಹಿ/- ಶಿರಸ್ತೇದಾರರು, ಪ್ರಧಾನ ಸಿವಿಲ್ ನ್ಯಾಯಾಧೀಶರು xyxy=(260,223,344,240)
row-number: 4 xyxy=(368,916,394,946)
notice-title: ಮುಖ್ಯ ಕಾರ್ಯನಿರ್ವಾಹಕ ಅಧಿಕಾರಿಗಳು, ಗದಗ ಜಿಲ್ಲಾ ಪಂಚಾಯತ xyxy=(68,954,302,967)
notice-krims-karwar: ಕಾರವಾರ ವೈದ್ಯಕೀಯ ವಿಜ್ಞಾನಗಳ ಸಂಸ್ಥೆ, ಕಾರವಾರ ಸಂ: ಕ್ರಿಮ್ಸ್/ಇ-ಟೆಂಡರ್/2025-26 ದಿನಾಂಕ: 03.06.2025 ಟೆಂಡರ್ ಪ್ರಕಟಣೆ (ಅಧೀನ ಸಾರ್ವಜನಿಕ ಸಂಗ್ರಹಣಾ ಪೋರ್ಟಲ್ ಮುಖಾಂತರ) ಕ್ರಸಂ.1: ಟೆಂಡರ್ ಸಂಖ್ಯೆ ಕ್ರಿಮ್ಸ್/ಮುಖ-ಟೆಂಡರ್/170/2025-26/3ನೇ ಕರೆ, ದಿನಾಂಕ: 03.06.2025 "OT Ceiling Lights" ಬಿಡ್ ಸಲ್ಲಿಸಲು ಕೊನೆಯ ದಿನಾಂಕ ಮತ್ತು ತಾಂತ್ರಿಕ ಬಿಡ್ ತೆರೆಯುವ ದಿನಾಂಕ ವೆಬ್‌ಸೈಟ್‌ನಲ್ಲಿ ಲಭ್ಯ. ಕ್ರಸಂ.2: ಟೆಂಡರ್ ಸಂಖ್ಯೆ ಕ್ರಿಮ್ಸ್/ಇ-ಟೆಂಡರ್/185/2025-26, ದಿನಾಂಕ: 03.06.2025 ಬಿಡ್ ಸಲ್ಲಿಸಲು ಕೊನೆಯ ದಿನಾಂಕ ಮತ್ತು ತಾಂತ್ರಿಕ ಬಿಡ್ ತೆರೆಯುವ ದಿನಾಂಕ ವೆಬ್‌ಸೈಟ್‌ನಲ್ಲಿ ಲಭ್ಯ. ಕ್ರಸಂ.3: ಟೆಂಡರ್ ಸಂಖ್ಯೆ ಕ್ರಿಮ್ಸ್/ಇ-ಟೆಂಡರ್/186/2025-26, ದಿನಾಂಕ: 03.06.2025 ಬಿಡ್ ಸಲ್ಲಿಸಲು ಕೊನೆಯ ದಿನಾಂಕ ಮತ್ತು ತಾಂತ್ರಿಕ ಬಿಡ್ ತೆರೆಯುವ ದಿನಾಂಕ ವೆಬ್‌ಸೈಟ್‌ನಲ್ಲಿ ಲಭ್ಯ. ಕ್ರಸಂ.4: ಟೆಂಡರ್ ಸಂಖ್ಯೆ ಕ್ರಿಮ್ಸ್/ಇ-ಟೆಂಡರ್/187/2025-26, ದಿನಾಂಕ: 03.06.2025 ಬಿಡ್ ಸಲ್ಲಿಸಲು ಕೊನೆಯ ದಿನಾಂಕ ಮತ್ತು ತಾಂತ್ರಿಕ ಬಿಡ್ ತೆರೆಯುವ ದಿನಾಂಕ ವೆಬ್‌ಸೈಟ್‌ನಲ್ಲಿ ಲಭ್ಯ. ಕ್ರಸಂ.5: ಟೆಂಡರ್ ಸಂಖ್ಯೆ ಕ್ರಿಮ್ಸ್/ಇ-ಟೆಂಡರ್/188/2025-26, ದಿನಾಂಕ: 03.06.2025 ಬಿಡ್ ಸಲ್ಲಿಸಲು ಕೊನೆಯ ದಿನಾಂಕ ಮತ್ತು ತಾಂತ್ರಿಕ ಬಿಡ್ ತೆರೆಯುವ ದಿನಾಂಕ ವೆಬ್‌ಸೈಟ್‌ನಲ್ಲಿ ಲಭ್ಯ. ಹೆಚ್ಚಿನ ವಿವರಗಳಿಗೆ ವೆಬ್‌ಸೈಟ್: https://www.kppp.karnataka.gov.in ಸಹಿ/- ನಿರ್ದೇಶಕರು xyxy=(360,56,580,342)
row-contact: 9060190819 xyxy=(635,1147,689,1195)
notice-date: ದಿನಾಂಕ:- 04-06-2025 xyxy=(858,107,919,116)
notice-ref: ಸಂಖ್ಯೆ:ಕಾನಿಅ/ಕೃಜಭನಿನಿ/ಆವಿಆ/ಟೆಂ/2025-26/685 xyxy=(367,741,495,749)
office-name: ಜಿಲ್ಲಾ ಹಿಂದುಳಿದ ವರ್ಗಗಳ ಕಲ್ಯಾಣ ಅಧಿಕಾರಿಗಳ ಕಾರ್ಯಾಲಯ, ಕಾರವಾರ xyxy=(830,62,909,79)
gst-clause: GST shall be paid separately as per prevailing Government Order. The increase in GST shall not be paid in the extended period of contract for which the contractor alone is responsible for delay as determined by the authority while granting the extension of time. xyxy=(367,492,571,534)
row-officer xyxy=(566,1147,635,1195)
row-number: 6 xyxy=(28,1134,42,1155)
govt-emblem-icon xyxy=(804,62,826,84)
table-row xyxy=(28,1092,343,1104)
row-key: EMD AMOUNT xyxy=(42,1080,225,1092)
notice-title: ಕಾರ್ಯನಿರ್ವಾಹಕ ಅಭಿಯಂತರರ ಕಾರ್ಯಾಲಯ, ಕೃಜಭನಿನಿ, xyxy=(444,712,639,723)
notice-signature: ಸಹಿ/- ಮುಖ್ಯ ಕಾರ್ಯನಿರ್ವಾಹಕ ಅಧಿಕಾರಿಗಳು, ಗದಗ ಜಿಲ್ಲಾ ಪಂಚಾಯತ xyxy=(180,1232,343,1240)
row-work: Colony, Office, garden, Electrical Equipments and electrical repair works which comes under Dam Division Almatti, from registered Electrical Contractor/ Authorized dealers/ KPWD Contractor. E-Mail ID: aeekbjnldsd2@gmail.com xyxy=(393,1147,565,1195)
notice-band: ಟೆಂಡರ್ ಮರುಕರೆ ಪ್ರಕಟಣೆ xyxy=(711,330,919,344)
col-contact: Contact No. xyxy=(635,793,689,814)
notice-date: ದಿನಾಂಕ:03.06.2025 xyxy=(863,318,919,326)
row-work: Operation and Maintenance of Science park by repairing and repainting of science models at Landscape garden. xyxy=(393,997,565,1027)
row-work: Operation and Maintenance of Lazy River fountains, Dome, Surprise, Fun, Fast Action, Rocky & Marble fountains inside Landscape garden at Almatti DS. xyxy=(393,1096,565,1135)
work-description: improvements and protection works at landslide area and restoration of concrete road at landslide area at Kumbaridi village of (Near Harley Estate) Sakaleshpur Taluk, Hassan District xyxy=(711,1196,917,1246)
notice-signature: ಸಹಿ/-ಕಾರ್ಯನಿರ್ವಾಹಕ ಇಂಜಿನೀಯರ್, ಪ.ರಾಜ್.ಇಂ. ವಿಭಾಗ, ಹಾಸನ. xyxy=(68,343,231,352)
notice-band: ಅಲ್ಪಾವಧಿ ಟೆಂಡರ್ ಪ್ರಕಟಣೆ ಸಂಖ್ಯೆ:03/2025-26 xyxy=(27,111,231,125)
notice-title: ಕಾರ್ಯಪಾಲಕ ಇಂಜಿನಿಯರರವರ ಕಛೇರಿ xyxy=(757,295,873,305)
row-value: 01.07.2025 xyxy=(224,1179,342,1191)
brand-logo xyxy=(744,18,926,46)
row-contact: 9742492132 xyxy=(635,958,689,1135)
row-number: 2 xyxy=(368,997,394,1027)
row-number: 1 xyxy=(28,1047,42,1068)
list-item: ಕ್ರಸಂ.5: ಟೆಂಡರ್ ಸಂಖ್ಯೆ ಕ್ರಿಮ್ಸ್/ಇ-ಟೆಂಡರ್/188/2025-26, ದಿನಾಂಕ: 03.06.2025 xyxy=(367,262,571,280)
ad-line3: ಹಾಗೂ xyxy=(634,376,650,384)
list-item: ಕ್ರಸಂ.3: ಟೆಂಡರ್ ಸಂಖ್ಯೆ ಕ್ರಿಮ್ಸ್/ಇ-ಟೆಂಡರ್/186/2025-26, ದಿನಾಂಕ: 03.06.2025 xyxy=(367,182,571,200)
notice-signature: ಸಹಿ/- ಕಾರ್ಯನಿರ್ವಾಹಕ ಅಭಿಯಂತರರು, ಕೃಜಭನಿನಿ, ಆಣೆಕಟ್ಟು ವಿಭಾಗ, ಆಲಮಟ್ಟಿ xyxy=(505,1221,689,1230)
case-number: ಸಿ.ಆರ್.ಮಿಸ್.ನಂ.329/2025 xyxy=(256,569,338,577)
notice-url: https://www.kppp.karnataka.gov.in xyxy=(367,313,507,321)
ad-phone1: 88612 09077 xyxy=(601,456,683,469)
row-number: 5 xyxy=(368,1096,394,1135)
list-item: ಕ್ರಸಂ.1: ಟೆಂಡರ್ ಸಂಖ್ಯೆ ಕ್ರಿಮ್ಸ್/ಮುಖ-ಟೆಂಡರ್/170/2025-26/3ನೇ ಕರೆ, ದಿನಾಂಕ: 03.06.2025 "OT Ceiling Lights" xyxy=(367,102,569,120)
notice-dated: ದಿನಾಂಕ : 05-06-2025 xyxy=(710,647,775,655)
notice-signature: ಸಹಿ/- ಕಾರ್ಯನಿರ್ವಾಹಕ ಇಂಜಿನಿಯರರು, ಲೋಕೋಪಯೋಗಿ ಇಲಾಖೆ ವಿಭಾಗ ಗದಗ xyxy=(385,538,573,547)
masthead-rule xyxy=(18,50,926,52)
court-name: ಶ್ರೀ.ಎಂ.ಜಿ.ಶ್ರೀ.ಎಂ.ಎಸ್ ನ್ಯಾಯಾಲಯ, ಹಾಸನ xyxy=(251,547,343,565)
table-row xyxy=(28,1104,343,1134)
row-work: Operation and Maintenance Musical dancing Fountain and Laser Show and 3D Projection Mapping inside Landscape Garden at Almatti Dam Site. xyxy=(393,958,565,997)
notice-date: ದಿನಾಂಕ: 05-06-2025 xyxy=(515,395,573,403)
section-title: ಜಾಹೀರಾತು xyxy=(382,18,483,48)
hearing-date: ದಿನಾಂಕ:10-07-2025 ರಂದು ಬೆಳಗ್ಗೆ 11 ಗಂಟೆಗೆ xyxy=(710,628,837,636)
notice-subtitle: ಆಣೆಕಟ್ಟು ವಿಭಾಗ, ಆಲಮಟ್ಟಿ, ತಾ: ನಿಡಗುಂದಿ, ಜಿ: ವಿಜಯಪುರ. xyxy=(444,730,612,739)
ad-line1: ನಿಮ್ಮ ಮನೆಗೆ ದಿನಪತ್ರಿಕೆ xyxy=(612,354,672,363)
row-key: TENDER REFERENCE NO & DATE xyxy=(42,1047,225,1068)
notice-pwd-gadag: ಕಾರ್ಯನಿರ್ವಾಹಕ ಇಂಜಿನಿಯರರು ಲೋಕೋಪಯೋಗಿ ಇಲಾಖೆ ವಿಭಾಗ ಗದಗ Phone No: 08372-238782 Fax No. 08372-237268 E.Mail: eepwdgad@gmail.com ಸಂಖ್ಯೆ:ಕಾನಿಇ/ಲೋಇ/ಟಿ-1/ ಟಿಂಡರ್ 2025-26/925 ದಿನಾಂಕ: 05-06-2025 ಟೆಂಡರ್ ಪ್ರಕಟಣೆ ಕರ್ನಾಟಕ ರಾಜ್ಯಪಾಲರ ಪರವಾಗಿ ಈ ಕೆಳಕಂಡ ಕಾಮಗಾರಿಗಳಿಗೆ ಅರ್ಹ ಗುತ್ತಿಗೆದಾರರಿಂದ ಇ-ಪ್ರೊಕ್ಯೂರ್‌ಮೆಂಟ್ ಮುಖಾಂತರ ಟೆಂಡರ್ ಆಹ್ವಾನಿಸಲಾಗಿದೆ. ಅಂದಾಜು ಮೊತ್ತ 179.00 ಲಕ್ಷ ಇಎಂಡಿ ಮೊತ್ತ 165.00 ಲಕ್ಷ. Work Indent No:-Part-1) 22056, 21580 and 21482 ಟೆಂಡರ್ ಆಹ್ವಾನಿಸುವ ದಿನಾಂಕ: 02-07-2025 ಬಿಡ್ ಸಲ್ಲಿಸಲು ಕೊನೆಯ ದಿನಾಂಕ: 05-07-2025, ತಾಂತ್ರಿಕ ಬಿಡ್ ತೆರೆಯುವ ದಿನಾಂಕ: 07-07-2025 GST shall be paid separately as per prevailing Government Order. The increase in GST shall not be paid in the extended period of contract for which the contractor alone is responsible for delay as determined by the authority while granting the extension of time. ಸಹಿ/- ಕಾರ್ಯನಿರ್ವಾಹಕ ಇಂಜಿನಿಯರರು, ಲೋಕೋಪಯೋಗಿ ಇಲಾಖೆ ವಿಭಾಗ ಗದಗ xyxy=(360,348,580,636)
notice-signature: ಸಹಿ/- ಕಾರ್ಯಪಾಲಕ ಇಂಜಿನಿಯರ್, ಲೋಕೋಪಯೋಗಿ ಇಲಾಖೆ, ಹಾಸನ ವಿಭಾಗ, ಹಾಸನ. xyxy=(716,407,919,416)
ad-line5: ಮಾರುವ ನಿಮ್ಮ xyxy=(620,398,664,408)
tender-subtitle: E-TENDER FOR ENGAGING MANPOWER AGENCY UNDER NATIONAL RURAL LIVELIHOOD MISSION xyxy=(38,1020,332,1042)
table-row xyxy=(28,1155,343,1167)
row-number: 4 xyxy=(28,1092,42,1104)
notice-ref: ಸಂ: ಕ್ರಿಮ್ಸ್/ಇ-ಟೆಂಡರ್/2025-26 xyxy=(367,74,452,82)
row-number: 5 xyxy=(28,1104,42,1134)
court-name: ಶ್ರೀ.ಎಂ.ಜಿ.ಶ್ರೀ.ಎಂ.ಎಸ್ ನ್ಯಾಯಾಲಯ, ಹಾಸನ xyxy=(251,61,343,79)
table-row xyxy=(28,1179,343,1191)
masthead-city: ಶಿವಮೊಗ್ಗ xyxy=(18,26,53,39)
notice-ref: ಸಂಖ್ಯೆ:ಕಾನಿಇ/ಲೋಇ/ಟಿ-1/ ಟಿಂಡರ್ 2025-26/925 xyxy=(367,395,490,403)
ad-line6: ಏರಿಯಾದ ಅಂಗಡಿಗಳಲ್ಲಿ xyxy=(611,410,673,419)
table-row xyxy=(28,1191,343,1203)
row-value: 10.06.2025 11:30 am xyxy=(224,1104,342,1134)
officer-name: Sri. S I Matapati, Assistant Engineer xyxy=(568,1022,626,1049)
row-work: Overhauling, Servicing and replacement of requisite spares for Pump No: 5 & 6 at Herkal North LIS. xyxy=(393,916,565,946)
notice-jmfc-shivamogga-80: ಮಾನ್ಯ 1ನೇ ಜೆ.ಎಂ.ಎಫ್.ಸಿ. ನ್ಯಾಯಾಧೀಶರ ನ್ಯಾಯಾಲಯ, ಶಿವಮೊಗ್ಗ ಸಿ.ಮಿಸ್.ನಂ : 80/2025 ಅರ್ಜಿದಾರರು: ಶ್ರೀ ನಾಗರಾಜ ಬಿನ್ ಲೇ|| ರಾಮಪ್ಪ, 48 ವರ್ಷ, ಶಿವಮೊಗ್ಗ. ವಿರುದ್ಧ: ಪ್ರತಿವಾದಿಗಳು (1) ಉಮೇಶ, 21 ವರ್ಷ, (2) ರವಿ, 63 ವರ್ಷ, (3) ಗಣೇಶ, 41 ವರ್ಷ, (4) ಸುರೇಶ... ಮೇಲ್ಕಂಡ ಪ್ರಕರಣದಲ್ಲಿ ಪ್ರತಿವಾದಿಗಳಿಗೆ ಸಮನ್ಸ್ ಜಾರಿ ಆಗದ ಕಾರಣ ಪತ್ರಿಕಾ ಪ್ರಕಟಣೆ ಮೂಲಕ ತಿಳಿಸಲಾಗಿದೆ. ದಿನಾಂಕ: 02-09-2003 ರಂದು ನೋಂದಾಯಿತ ಕ್ರಯಪತ್ರ. ದಿನಾಂಕ:10-07-2025 ರಂದು ಬೆಳಗ್ಗೆ 11 ಗಂಟೆಗೆ ನ್ಯಾಯಾಲಯಕ್ಕೆ ಖುದ್ದಾಗಿ ಅಥವಾ ವಕೀಲರ ಮುಖಾಂತರ ಹಾಜರಾಗತಕ್ಕದ್ದು, ತಪ್ಪಿದಲ್ಲಿ ಏಕಪಕ್ಷೀಯವಾಗಿ ತೀರ್ಮಾನಿಸಲಾಗುವುದು. ದಿನಾಂಕ : 05-06-2025 ಸಹಿ/- ಶಿರಸ್ತೇದಾರರು, 1ನೇ ಜೆ.ಎಂ.ಎಫ್.ಸಿ. ನ್ಯಾಯಾಲಯ, ಶಿವಮೊಗ್ಗ xyxy=(704,780,926,1052)
court-name: ಮಾನ್ಯ 1ನೇ ಜೆ.ಎಂ.ಎಫ್.ಸಿ. ನ್ಯಾಯಾಧೀಶರ ನ್ಯಾಯಾಲಯ, ಶಿವಮೊಗ್ಗ xyxy=(734,785,896,793)
row-number: 1 xyxy=(368,958,394,997)
table-row xyxy=(368,958,689,997)
masthead-dateline xyxy=(18,20,198,46)
notice-title: ಕಾರವಾರ ವೈದ್ಯಕೀಯ ವಿಜ್ಞಾನಗಳ ಸಂಸ್ಥೆ, ಕಾರವಾರ xyxy=(402,63,538,73)
masthead-day: ಶುಕ್ರವಾರ xyxy=(62,20,94,33)
ad-readers-note xyxy=(588,578,696,682)
notice-subtitle: ಲೋಕೋಪಯೋಗಿ ಇಲಾಖೆ ಹಾಸನ ವಿಭಾಗ, ಹಾಸನ xyxy=(748,307,882,316)
ad-photo-strip xyxy=(592,489,692,503)
notice-subtitle: ಲೋಕೋಪಯೋಗಿ ಇಲಾಖೆ ವಿಭಾಗ ಗದಗ xyxy=(429,367,537,376)
imprint-line2: and Published at 'Madhura Nilaya', 4th Cross, Durgigudi, Park Extension, Shivamogga 577202. Ph: (08182) 401752, 8861209076. Editor : P.S. Prakash, Group Editor : Vinayak S. Bhat. xyxy=(33,1466,911,1492)
